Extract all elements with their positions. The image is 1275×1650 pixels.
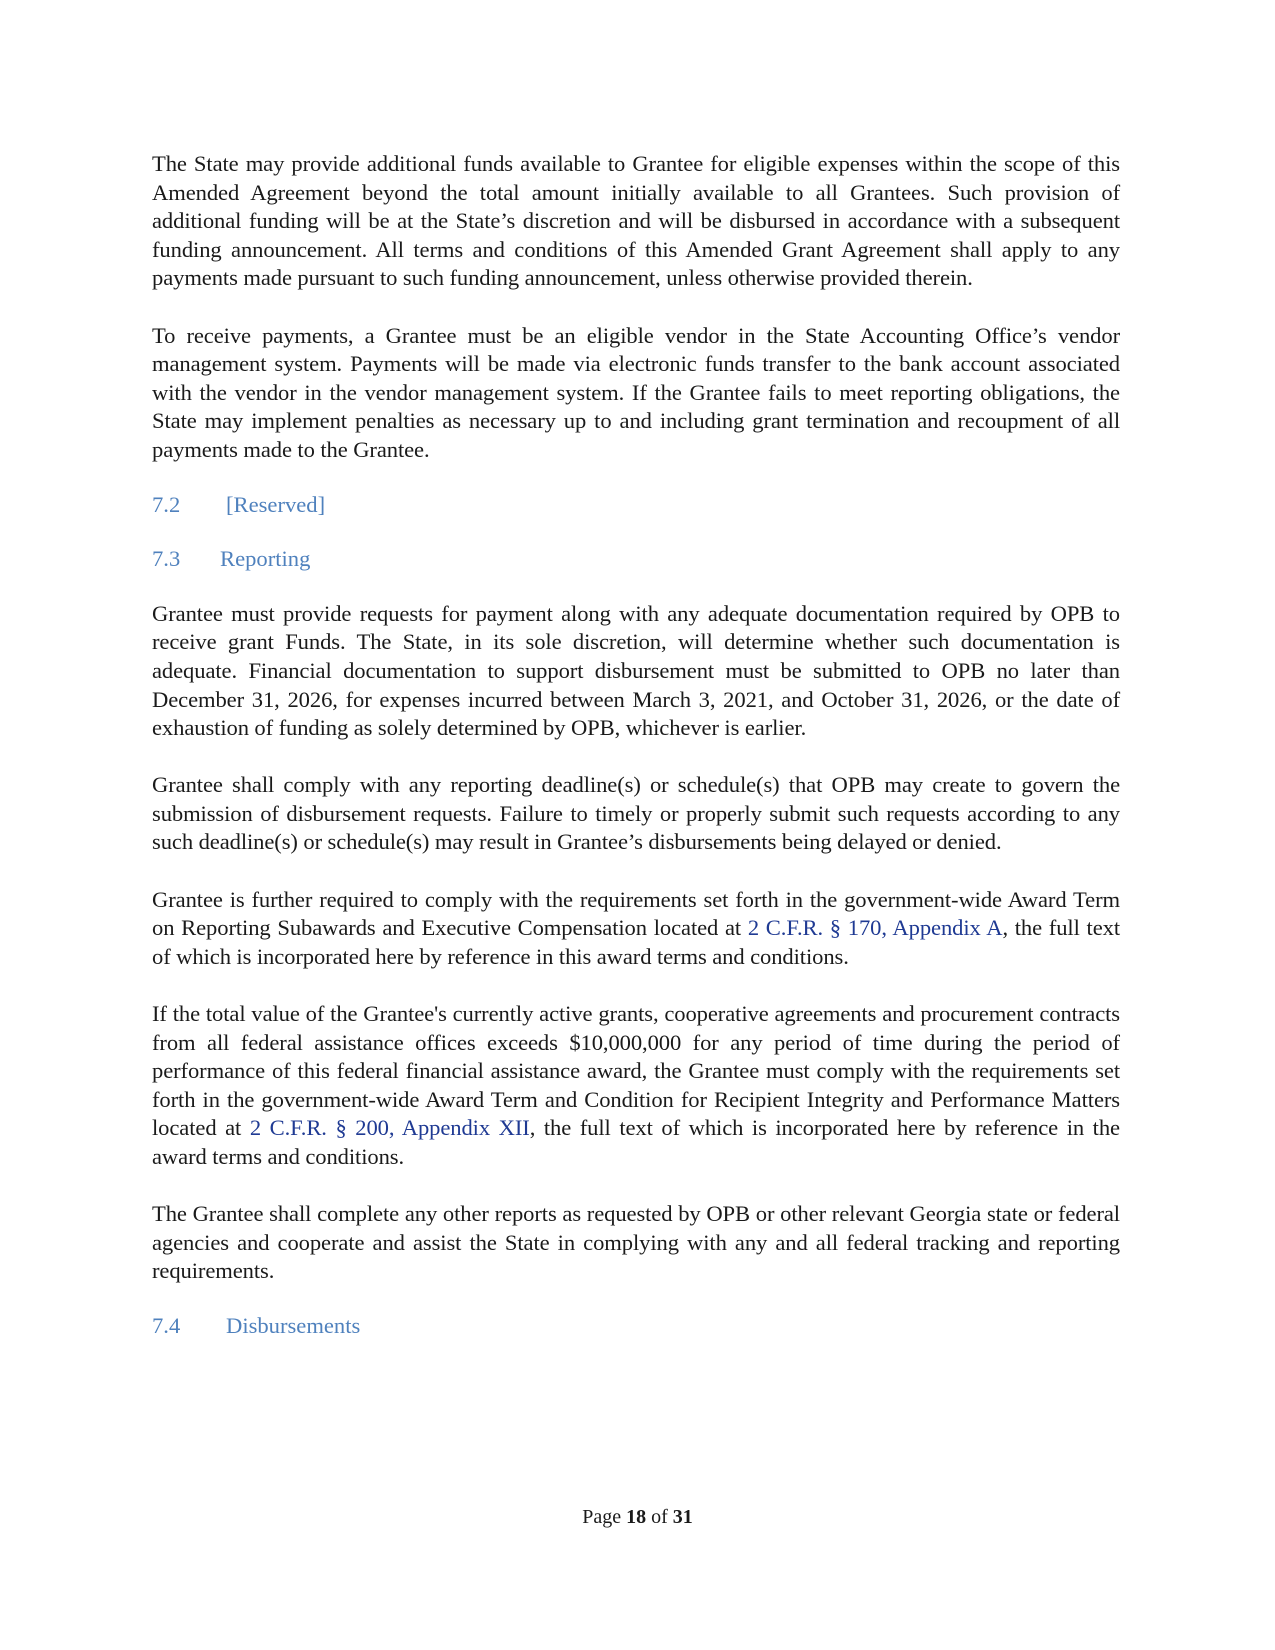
paragraph-award-term-subawards (152, 886, 1120, 972)
cfr-200-link[interactable]: 2 C.F.R. § 200, Appendix XII (249, 1115, 530, 1141)
cfr-170-link[interactable]: 2 C.F.R. § 170, Appendix A (747, 915, 1003, 941)
section-title: Reporting (220, 546, 311, 572)
paragraph-text: , the full text of which is incorporated here by reference in the award terms and conditions. (152, 1115, 1120, 1169)
document-page (152, 150, 1120, 1341)
page-label: Page (582, 1506, 622, 1528)
section-title: [Reserved] (226, 491, 326, 517)
page-current-number: 18 (626, 1506, 647, 1528)
paragraph-text: Grantee is further required to comply with the requirements set forth in the government-wide Award Term on Reporting Subawards and Executive Compensation located at (152, 886, 1120, 941)
section-heading-7-2 (152, 491, 1120, 520)
section-number: 7.4 (152, 1312, 181, 1338)
page-footer (0, 1505, 1275, 1529)
section-number: 7.3 (152, 546, 181, 572)
page-of-label: of (651, 1506, 668, 1528)
paragraph-reporting-deadlines: Grantee shall comply with any reporting deadline(s) or schedule(s) that OPB may create to govern the submission of disbursement requests. Failure to timely or properly submit such requests according to any such deadline(s) or schedule(s) may result in Grantee’s disbursements being delayed or denied. (152, 772, 1120, 855)
paragraph-other-reports: The Grantee shall complete any other reports as requested by OPB or other relevant Georgia state or federal agencies and cooperate and assist the State in complying with any and all federal tracking and reporting requirements. (152, 1201, 1120, 1284)
paragraph-additional-funds: The State may provide additional funds available to Grantee for eligible expenses within the scope of this Amended Agreement beyond the total amount initially available to all Grantees. Such provision of additional funding will be at the State’s discretion and will be disbursed in accordance with a subsequent funding announcement. All terms and conditions of this Amended Grant Agreement shall apply to any payments made pursuant to such funding announcement, unless otherwise provided therein. (152, 151, 1120, 291)
paragraph-recipient-integrity (152, 1000, 1120, 1172)
section-title: Disbursements (226, 1312, 361, 1338)
paragraph-receive-payments: To receive payments, a Grantee must be an eligible vendor in the State Accounting Office’s vendor management system. Payments will be made via electronic funds transfer to the bank account associated with the vendor in the vendor management system. If the Grantee fails to meet reporting obligations, the State may implement penalties as necessary up to and including grant termination and recoupment of all payments made to the Grantee. (152, 322, 1120, 462)
section-heading-7-4 (152, 1312, 1120, 1341)
page-total-number: 31 (672, 1506, 693, 1528)
section-number: 7.2 (152, 491, 181, 517)
paragraph-payment-requests: Grantee must provide requests for payment along with any adequate documentation required by OPB to receive grant Funds. The State, in its sole discretion, will determine whether such documentation is adequate. Financial documentation to support disbursement must be submitted to OPB no later than December 31, 2026, for expenses incurred between March 3, 2021, and October 31, 2026, or the date of exhaustion of funding as solely determined by OPB, whichever is earlier. (152, 600, 1120, 741)
paragraph-text: If the total value of the Grantee's currently active grants, cooperative agreements and procurement contracts from all federal assistance offices exceeds $10,000,000 for any period of time during the period of performance of this federal financial assistance award, the Grantee must comply with the requirements set forth in the government-wide Award Term and Condition for Recipient Integrity and Performance Matters located at (152, 1001, 1120, 1141)
section-heading-7-3 (152, 545, 1120, 574)
paragraph-text: , the full text of which is incorporated here by reference in this award terms and conditions. (152, 915, 1121, 969)
